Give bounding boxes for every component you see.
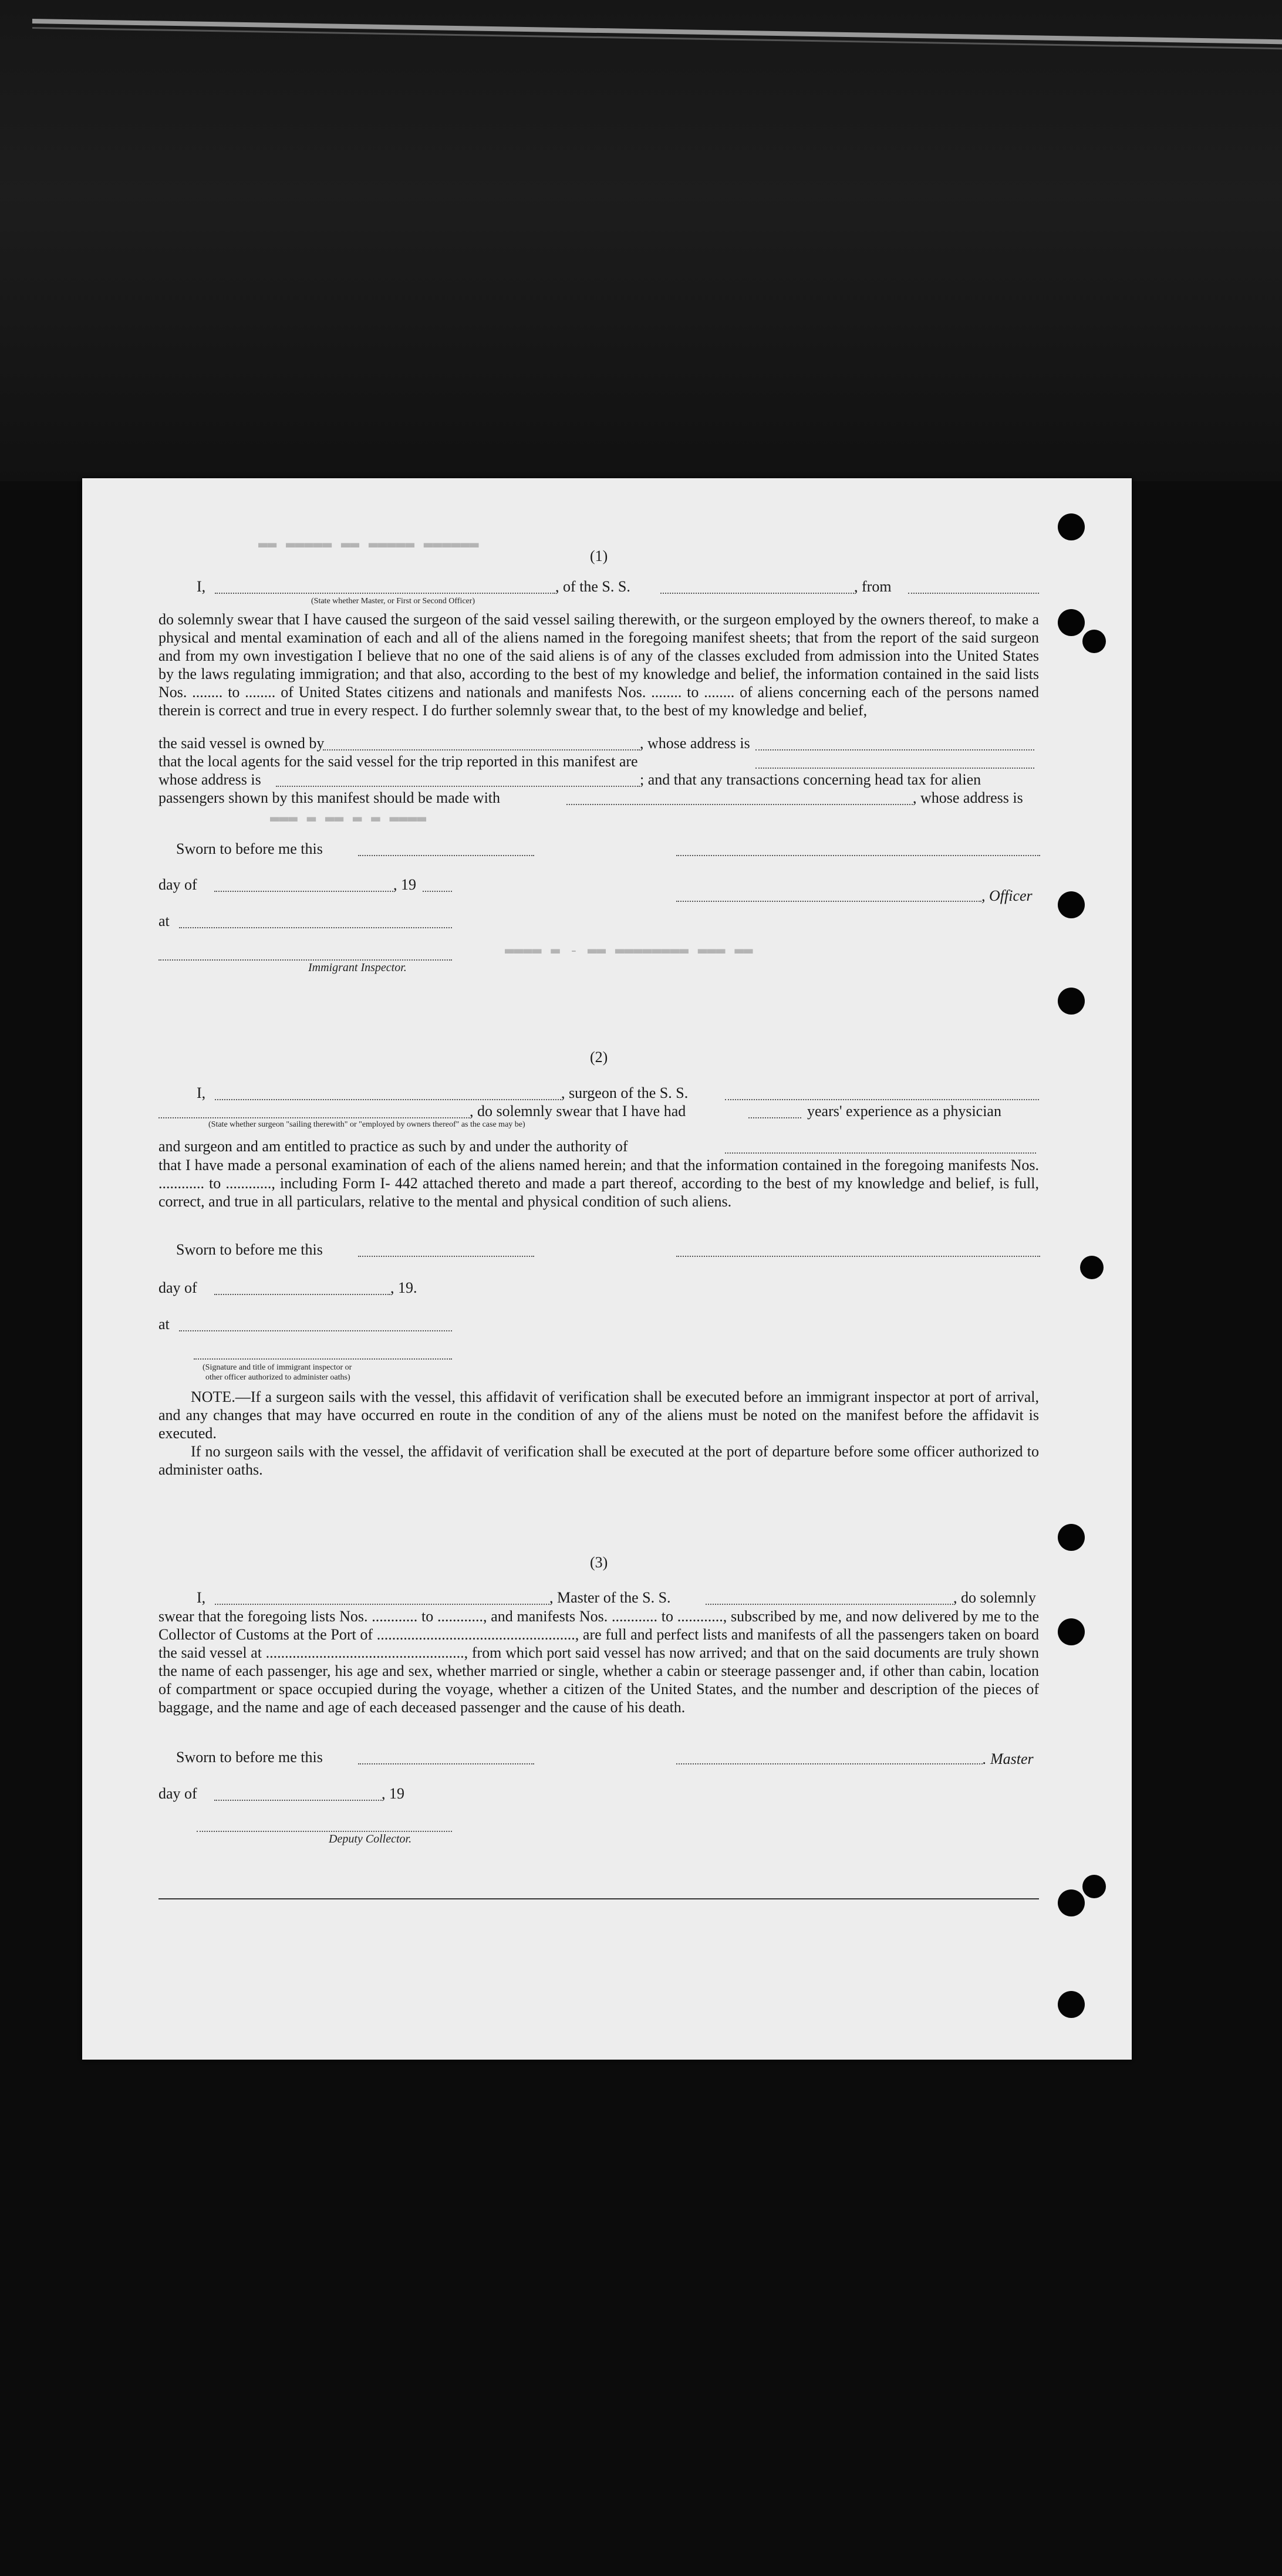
location-field[interactable]	[179, 1330, 452, 1331]
officer-label: , Officer	[981, 887, 1033, 904]
punch-hole-icon	[1082, 1875, 1106, 1898]
section-number: (1)	[590, 547, 608, 564]
line-label: Sworn to before me this	[176, 1241, 323, 1258]
surgeon-signature-field[interactable]	[676, 1256, 1040, 1257]
officer-signature-field[interactable]	[676, 855, 1040, 856]
line-label: , of the S. S.	[555, 578, 630, 595]
line-label: I,	[197, 1084, 206, 1101]
punch-hole-icon	[1058, 891, 1085, 918]
authority-field[interactable]	[725, 1152, 1036, 1154]
inspector-label: Immigrant Inspector.	[308, 961, 407, 974]
deputy-signature-field[interactable]	[197, 1831, 452, 1832]
field-caption: (State whether Master, or First or Second Officer)	[311, 597, 475, 606]
year-field[interactable]	[423, 891, 452, 892]
month-field[interactable]	[214, 891, 393, 892]
inspector-signature-field[interactable]	[158, 959, 452, 961]
line-label: , do solemnly swear that I have had	[470, 1103, 686, 1120]
line-label: , from	[854, 578, 892, 595]
punch-hole-icon	[1058, 1991, 1085, 2018]
section-number: (3)	[590, 1554, 608, 1571]
line-label: ; and that any transactions concerning head tax for alien	[640, 771, 981, 788]
section-number: (2)	[590, 1049, 608, 1066]
name-field[interactable]	[215, 593, 555, 594]
head-tax-contact-field[interactable]	[566, 804, 913, 805]
master-signature-field[interactable]	[676, 1763, 983, 1764]
punch-hole-icon	[1058, 1889, 1085, 1916]
line-label: , 19.	[390, 1279, 417, 1296]
line-label: passengers shown by this manifest should be made with	[158, 789, 501, 806]
inspector-signature-field[interactable]	[194, 1358, 452, 1360]
line-label: years' experience as a physician	[807, 1103, 1001, 1120]
signature-caption: (Signature and title of immigrant inspector or	[203, 1363, 352, 1372]
manifest-document-page	[82, 478, 1132, 2060]
sworn-day-field[interactable]	[358, 1763, 534, 1764]
scan-background	[0, 0, 1282, 481]
note-paragraph: NOTE.—If a surgeon sails with the vessel, this affidavit of verification shall be executed before an immigrant inspector at port of arrival, and any changes that may have occurred en route in the condition of any of the aliens must be noted on the manifest before the affidavit is executed.	[158, 1388, 1039, 1442]
line-label: Sworn to before me this	[176, 840, 323, 857]
month-field[interactable]	[214, 1294, 390, 1295]
line-label: whose address is	[158, 771, 261, 788]
signature-caption: other officer authorized to administer oaths)	[205, 1373, 350, 1382]
line-label: and surgeon and am entitled to practice as such by and under the authority of	[158, 1138, 628, 1155]
from-port-field[interactable]	[908, 593, 1039, 594]
punch-hole-icon	[1058, 513, 1085, 540]
line-label: I,	[197, 1589, 206, 1606]
officer-title-field[interactable]	[676, 901, 981, 902]
line-label: , 19	[393, 876, 416, 893]
sworn-day-field[interactable]	[358, 1256, 534, 1257]
oath-paragraph: do solemnly swear that I have caused the surgeon of the said vessel sailing therewith, or the surgeon employed by the owners thereof, to make a physical and mental examination of each and all of the aliens named in the foregoing manifest sheets; that from the report of the said surgeon and from my own investigation I believe that no one of the said aliens is of any of the classes excluded from admission into the United States by the laws regulating immigration; and that also, according to the best of my knowledge and belief, the information contained in the said lists Nos. ........ to ........ of United States citizens and nationals and manifests Nos. ........ to ........ of aliens concerning each of the persons named therein is correct and true in every respect. I do further solemnly swear that, to the best of my knowledge and belief,	[158, 611, 1039, 719]
bleed-through-text: ▬▬▬▬ ▬ - ▬▬ ▬▬▬▬▬▬▬▬ ▬▬▬ ▬▬	[505, 942, 753, 959]
sworn-day-field[interactable]	[358, 855, 534, 856]
agents-address-field[interactable]	[276, 786, 640, 787]
line-label: , 19	[382, 1785, 404, 1802]
owner-field[interactable]	[323, 749, 640, 751]
note-paragraph: If no surgeon sails with the vessel, the affidavit of verification shall be executed at the port of departure before some officer authorized to administer oaths.	[158, 1443, 1039, 1478]
line-label: , do solemnly	[953, 1589, 1036, 1606]
punch-hole-icon	[1058, 1524, 1085, 1551]
line-label: day of	[158, 1785, 197, 1802]
line-label: , whose address is	[640, 735, 750, 752]
bleed-through-text: ▬▬▬ ▬ ▬▬ ▬ ▬ ▬▬▬▬	[270, 810, 427, 827]
line-label: day of	[158, 876, 197, 893]
field-caption: (State whether surgeon "sailing therewith" or "employed by owners thereof" as the case may be)	[208, 1120, 525, 1129]
line-label: that the local agents for the said vessel for the trip reported in this manifest are	[158, 753, 638, 770]
master-name-field[interactable]	[215, 1604, 549, 1605]
ship-name-field[interactable]	[706, 1604, 953, 1605]
month-field[interactable]	[214, 1800, 382, 1801]
agents-field[interactable]	[755, 768, 1034, 769]
years-experience-field[interactable]	[748, 1117, 801, 1118]
line-label: at	[158, 912, 170, 929]
punch-hole-icon	[1082, 630, 1106, 653]
location-field[interactable]	[179, 927, 452, 928]
line-label: I,	[197, 578, 206, 595]
line-label: the said vessel is owned by	[158, 735, 325, 752]
punch-hole-icon	[1058, 609, 1085, 636]
surgeon-status-field[interactable]	[158, 1117, 470, 1118]
line-label: day of	[158, 1279, 197, 1296]
ship-name-field[interactable]	[660, 593, 854, 594]
punch-hole-icon	[1058, 988, 1085, 1015]
owner-address-field[interactable]	[755, 749, 1034, 751]
punch-hole-icon	[1058, 1618, 1085, 1645]
line-label: , surgeon of the S. S.	[561, 1084, 689, 1101]
line-label: , Master of the S. S.	[549, 1589, 671, 1606]
deputy-label: Deputy Collector.	[329, 1833, 412, 1845]
line-label: Sworn to before me this	[176, 1749, 323, 1766]
line-label: at	[158, 1316, 170, 1333]
surgeon-name-field[interactable]	[215, 1099, 561, 1100]
surgeon-oath-paragraph: that I have made a personal examination of each of the aliens named herein; and that the information contained in the foregoing manifests Nos. ............ to ............, including Form I- 442 attached thereto and made a part thereof, according to the best of my knowledge and belief, is full, correct, and true in all particulars, relative to the mental and physical condition of such aliens.	[158, 1157, 1039, 1210]
master-label: . Master	[983, 1750, 1034, 1767]
bleed-through-text: ▬▬ ▬▬▬▬▬ ▬▬ ▬▬▬▬▬ ▬▬▬▬▬▬	[258, 536, 479, 553]
punch-hole-icon	[1080, 1256, 1104, 1279]
line-label: , whose address is	[913, 789, 1023, 806]
ship-name-field[interactable]	[725, 1099, 1039, 1100]
divider	[158, 1898, 1039, 1899]
master-oath-paragraph: swear that the foregoing lists Nos. ............ to ............, and manifests Nos. ............ to ............, subscribed by me, and now delivered by me to the Collector of Customs at the Port of ...................................................., are full and perfect lists and manifests of all the passengers taken on board the said vessel at ...................................................., from which port said vessel has now arrived; and that on the said documents are truly shown the name of each passenger, his age and sex, whether married or single, whether a cabin or steerage passenger and, if other than cabin, location of compartment or space occupied during the voyage, whether a citizen of the United States, and the number and description of the pieces of baggage, and the name and age of each deceased passenger and the cause of his death.	[158, 1608, 1039, 1716]
